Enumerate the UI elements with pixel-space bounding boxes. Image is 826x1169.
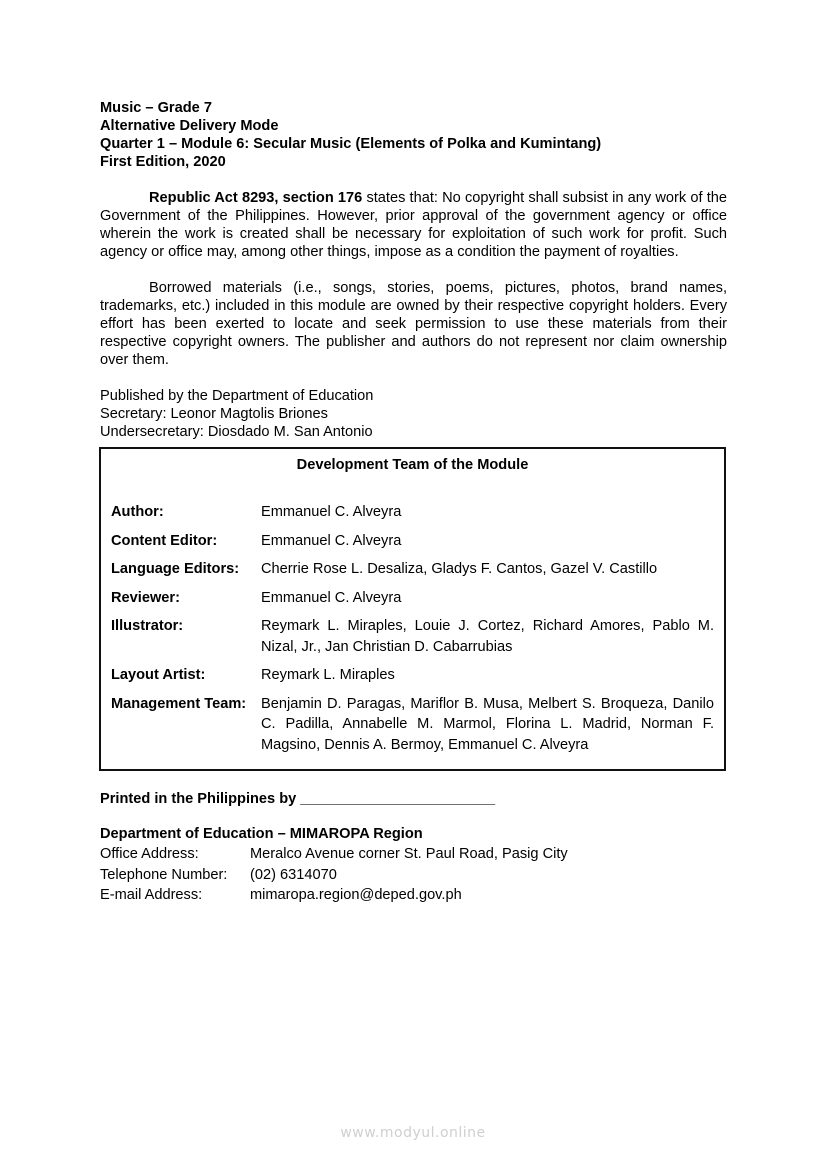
- contact-value: Meralco Avenue corner St. Paul Road, Pasig City: [250, 846, 568, 862]
- region-title: Department of Education – MIMAROPA Region: [100, 826, 423, 842]
- team-row-reviewer: [111, 588, 714, 609]
- printed-by-label: Printed in the Philippines by: [100, 791, 301, 807]
- contact-email: [100, 885, 727, 906]
- development-team-box: [99, 447, 726, 771]
- team-names: Reymark L. Miraples, Louie J. Cortez, Richard Amores, Pablo M. Nizal, Jr., Jan Christian D. Cabarrubias: [261, 618, 714, 655]
- team-role: Reviewer:: [111, 589, 180, 606]
- secretary: Secretary: Leonor Magtolis Briones: [100, 406, 328, 422]
- publication-info: [100, 790, 727, 906]
- team-row-language-editors: [111, 559, 714, 580]
- contact-label: Telephone Number:: [100, 866, 228, 883]
- copyright-notice: [100, 189, 727, 261]
- team-role: Management Team:: [111, 695, 247, 712]
- development-team-title: Development Team of the Module: [296, 457, 529, 473]
- team-role: Illustrator:: [111, 618, 184, 634]
- contact-value: mimaropa.region@deped.gov.ph: [250, 887, 462, 903]
- printed-by: [100, 790, 727, 808]
- module-title: Quarter 1 – Module 6: Secular Music (Elements of Polka and Kumintang): [100, 136, 602, 152]
- team-names: Emmanuel C. Alveyra: [261, 589, 402, 606]
- contact-label: E-mail Address:: [100, 887, 203, 903]
- team-list: [111, 502, 714, 763]
- team-row-illustrator: [111, 616, 714, 657]
- team-names: Benjamin D. Paragas, Mariflor B. Musa, Melbert S. Broqueza, Danilo C. Padilla, Annabelle M. Marmol, Florina L. Madrid, Norman F. Magsino, Dennis A. Bermoy, Emmanuel C. Alveyra: [261, 695, 714, 753]
- copyright-page: [100, 99, 727, 441]
- team-names: Reymark L. Miraples: [261, 667, 395, 683]
- team-names: Emmanuel C. Alveyra: [261, 504, 402, 520]
- team-names: Emmanuel C. Alveyra: [261, 532, 402, 549]
- team-row-layout-artist: [111, 665, 714, 686]
- watermark: www.modyul.online: [340, 1125, 486, 1141]
- republic-act-reference: Republic Act 8293, section 176: [149, 190, 363, 206]
- borrowed-materials-notice: Borrowed materials (i.e., songs, stories, poems, pictures, photos, brand names, trademarks, etc.) included in this module are owned by their respective copyright holders. Every effort has been exerted to locate and seek permission to use these materials from their respective copyright owners. The publisher and authors do not represent nor claim ownership over them.: [100, 280, 727, 368]
- team-role: Content Editor:: [111, 532, 218, 549]
- contact-office-address: [100, 844, 727, 865]
- undersecretary: Undersecretary: Diosdado M. San Antonio: [100, 424, 373, 440]
- team-row-content-editor: [111, 531, 714, 552]
- delivery-mode: Alternative Delivery Mode: [100, 118, 279, 134]
- team-role: Language Editors:: [111, 561, 240, 577]
- contact-telephone: [100, 865, 727, 886]
- published-by: Published by the Department of Education: [100, 388, 374, 404]
- subject-grade: Music – Grade 7: [100, 100, 212, 116]
- copyright-notice-text: states that: No copyright shall subsist in any work of the Government of the Philippines. However, prior approval of the government agency or office wherein the work is created shall be necessary for exploitation of such work for profit. Such agency or office may, among other things, impose as a condition the payment of royalties.: [100, 190, 727, 260]
- printed-by-blank: ________________________: [300, 791, 496, 807]
- contact-value: (02) 6314070: [250, 866, 337, 883]
- edition: First Edition, 2020: [100, 154, 226, 170]
- team-role: Author:: [111, 504, 164, 520]
- team-role: Layout Artist:: [111, 667, 206, 683]
- team-names: Cherrie Rose L. Desaliza, Gladys F. Cantos, Gazel V. Castillo: [261, 561, 658, 577]
- team-row-management-team: [111, 694, 714, 756]
- contact-label: Office Address:: [100, 846, 199, 862]
- team-row-author: [111, 502, 714, 523]
